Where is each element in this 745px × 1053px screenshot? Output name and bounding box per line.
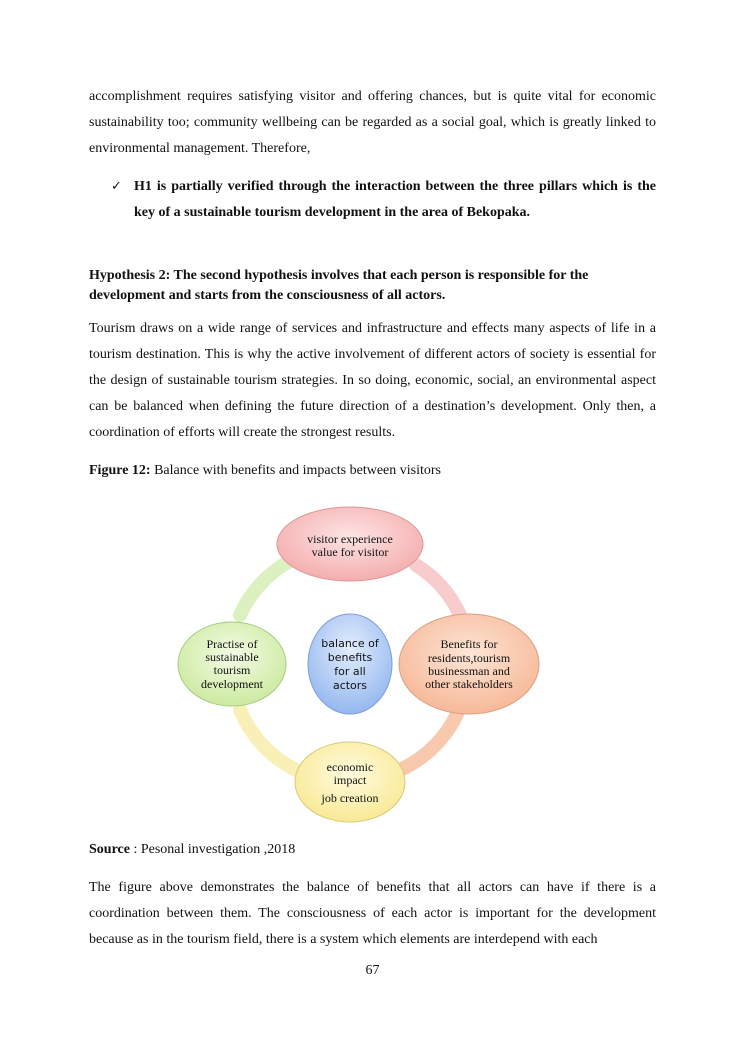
node-economic-impact [295, 742, 405, 822]
source-label: Source [89, 842, 130, 857]
node-bottom-line-2: impact [333, 773, 367, 787]
check-mark-icon: ✓ [111, 179, 122, 194]
figure-caption-text: Balance with benefits and impacts between visitors [150, 463, 441, 478]
figure-source [89, 840, 295, 860]
node-visitor-experience [277, 507, 423, 581]
node-left-line-2: sustainable [205, 650, 259, 664]
node-right-line-3: businessman and [428, 664, 510, 678]
source-text: : Pesonal investigation ,2018 [129, 842, 296, 857]
node-bottom-line-3: job creation [321, 791, 379, 805]
page-number: 67 [365, 963, 380, 978]
node-benefits-for-residents [399, 614, 539, 714]
node-right-line-2: residents,tourism [427, 651, 511, 665]
node-center-line-4: actors [332, 679, 368, 692]
node-left-line-3: tourism [213, 663, 251, 677]
conclusion-paragraph: The figure above demonstrates the balance of benefits that all actors can have if there is a coordination between them. The consciousness of each actor is important for the development because as in the tourism field, there is a system which elements are interdepend with each [89, 880, 656, 947]
node-left-line-1: Practise of [206, 637, 258, 651]
ring-arc-top-right [416, 565, 460, 615]
ring-arc-bottom-left [240, 710, 296, 770]
node-right-line-1: Benefits for [440, 637, 498, 651]
ring-arc-left-top [240, 562, 288, 615]
node-balance-of-benefits [308, 614, 392, 714]
ring-arc-right-bottom [400, 712, 458, 770]
node-top-line-1: visitor experience [307, 532, 393, 546]
node-bottom-line-1: economic [326, 760, 374, 774]
intro-paragraph: accomplishment requires satisfying visitor and offering chances, but is quite vital for economic sustainability too; community wellbeing can be regarded as a social goal, which is greatly linked to environmental management. Therefore, [89, 89, 656, 156]
hypothesis-2-heading: Hypothesis 2: The second hypothesis involves that each person is responsible for the development and starts from the consciousness of all actors. [89, 268, 589, 303]
hypothesis-1-conclusion: H1 is partially verified through the interaction between the three pillars which is the key of a sustainable tourism development in the area of Bekopaka. [134, 179, 656, 220]
node-center-line-3: for all [334, 665, 366, 678]
node-center-line-2: benefits [327, 651, 373, 664]
hypothesis-2-paragraph: Tourism draws on a wide range of services and infrastructure and effects many aspects of life in a tourism destination. This is why the active involvement of different actors of society is essential for the design of sustainable tourism strategies. In so doing, economic, social, an environmental aspect can be balanced when defining the future direction of a destination’s development. Only then, a coordination of efforts will create the strongest results. [89, 321, 656, 440]
node-center-line-1: balance of [321, 637, 379, 650]
node-sustainable-tourism [178, 622, 286, 706]
node-right-line-4: other stakeholders [425, 677, 513, 691]
node-top-line-2: value for visitor [311, 545, 389, 559]
node-left-line-4: development [201, 677, 263, 691]
figure-label: Figure 12: [89, 463, 151, 478]
